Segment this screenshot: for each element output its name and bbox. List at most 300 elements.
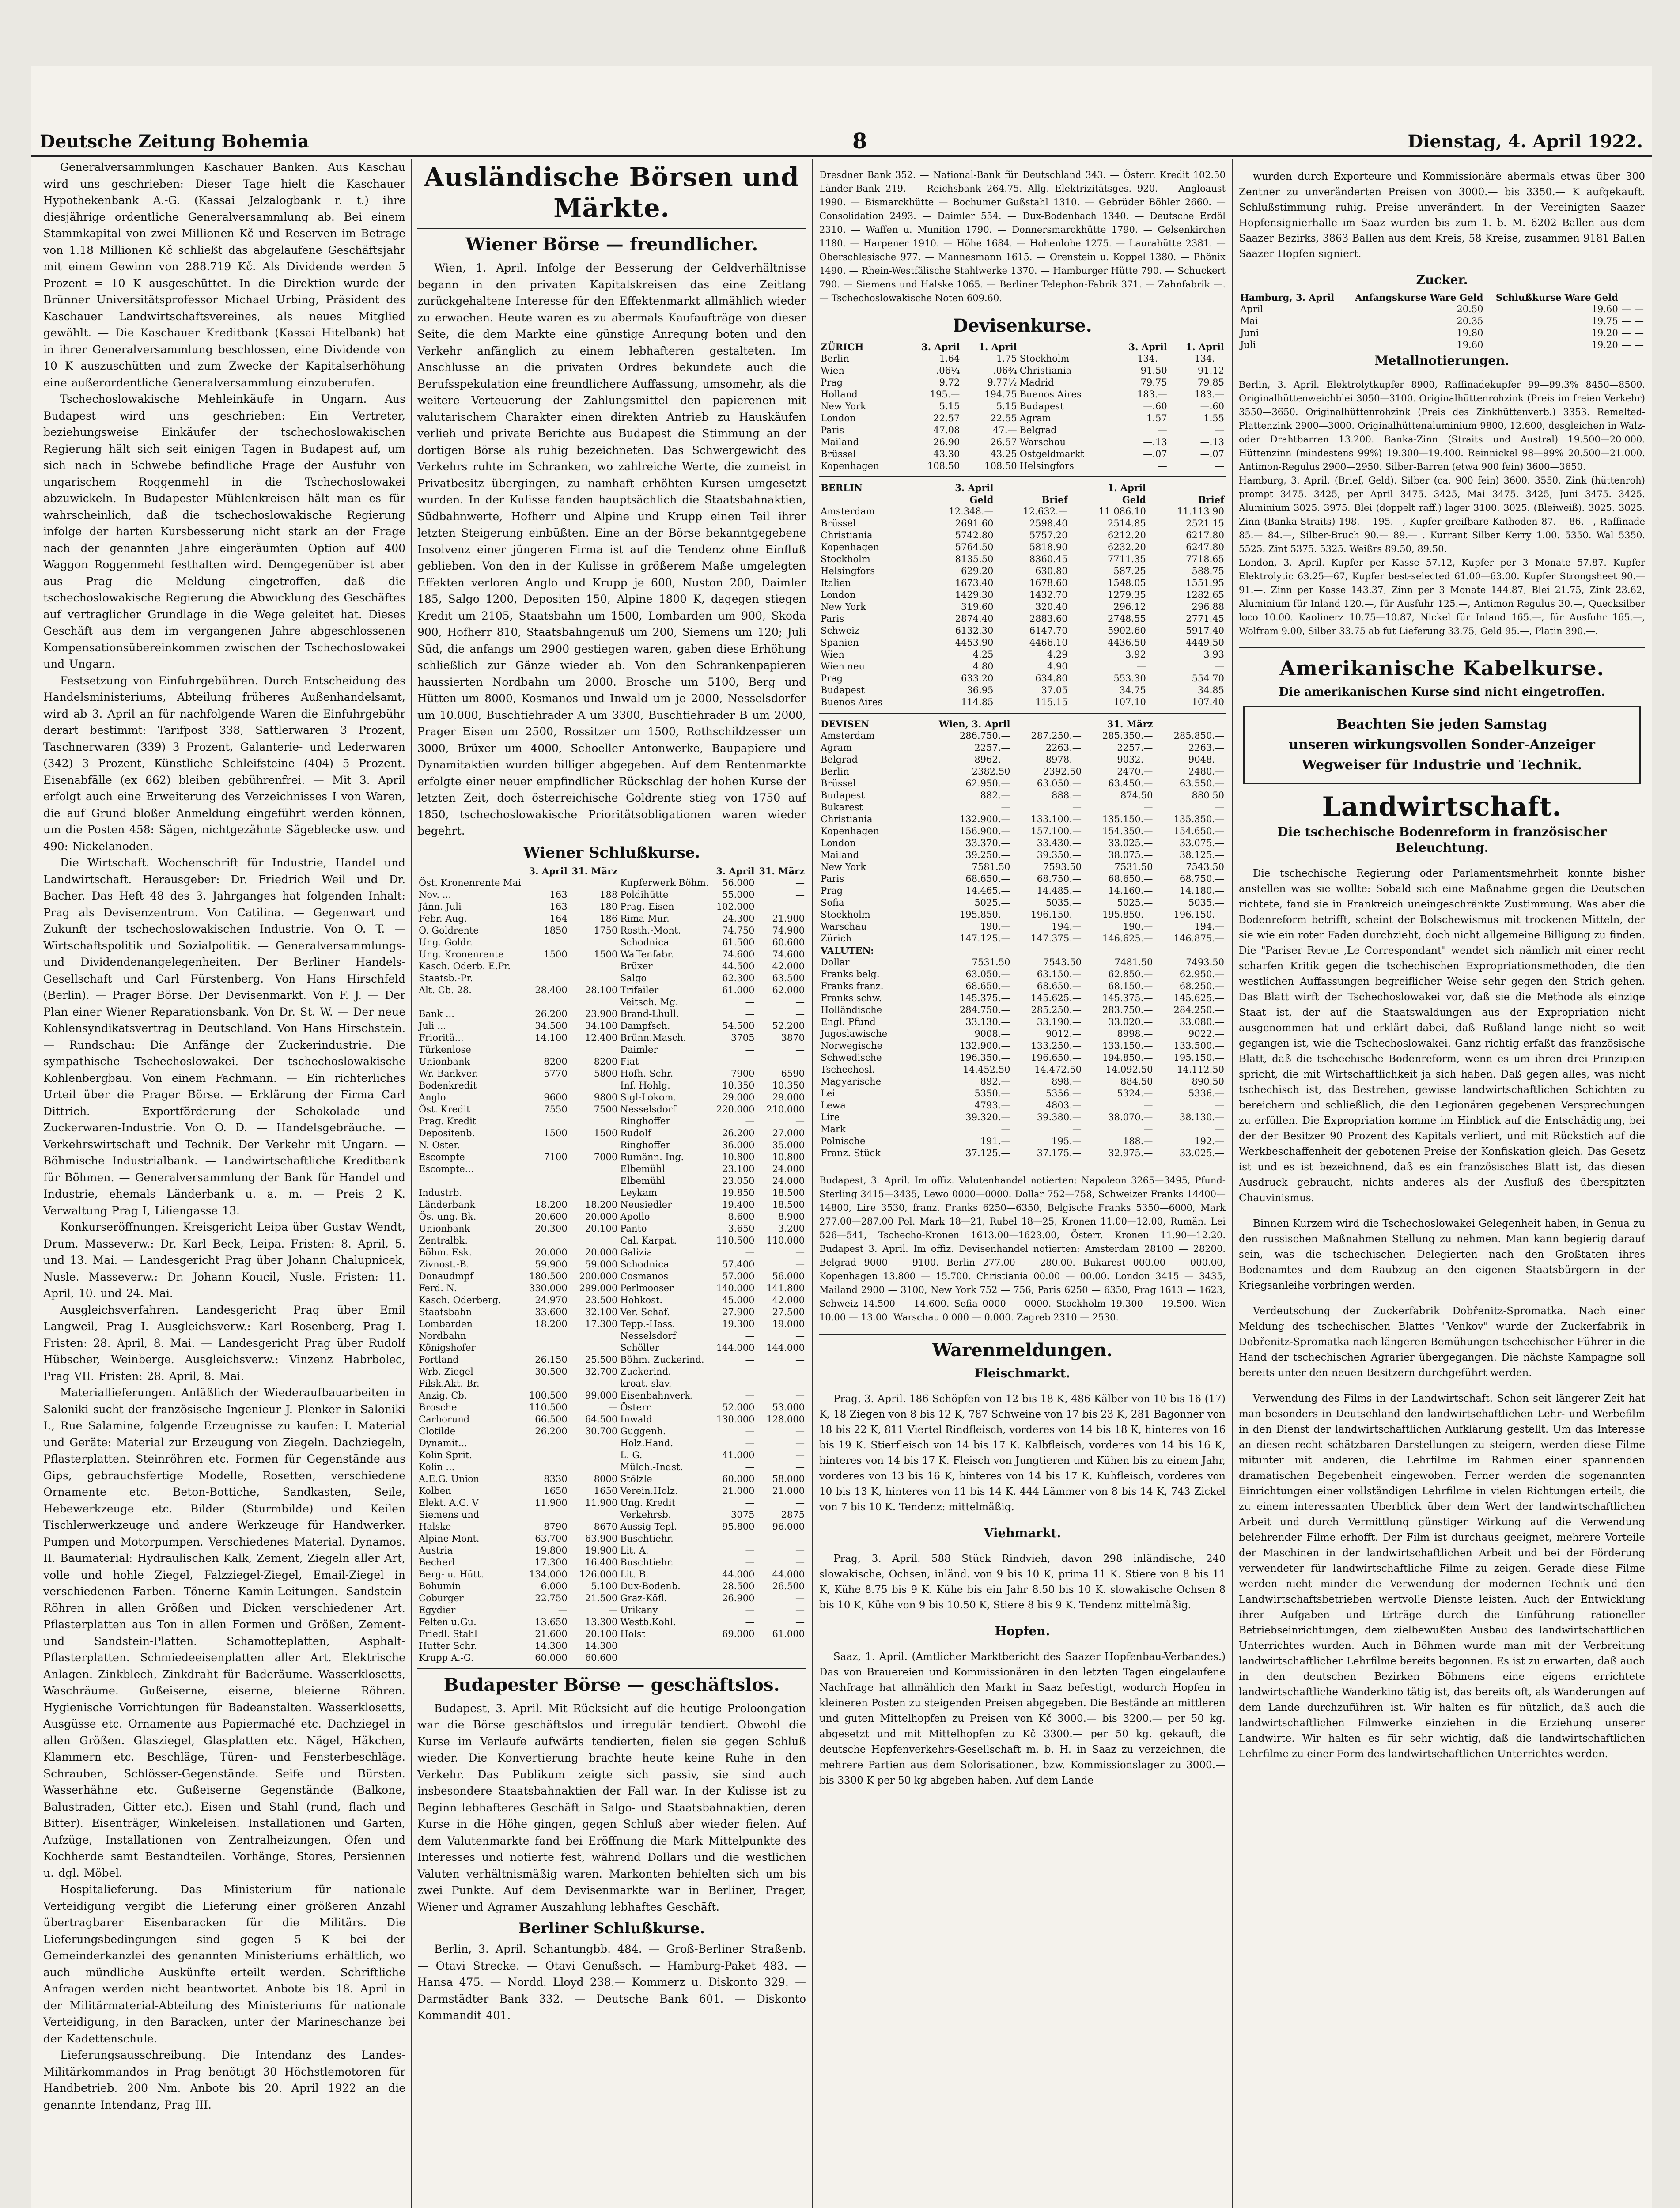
table-cell: 7531.50: [972, 957, 1010, 968]
table-cell: 5800: [594, 1068, 618, 1079]
table-cell: Neusiedler: [620, 1199, 672, 1210]
table-cell: 6132.30: [955, 625, 994, 636]
table-cell: 29.000: [772, 1092, 805, 1103]
table-cell: Dux-Bodenb.: [620, 1580, 681, 1592]
table-cell: 42.000: [772, 1294, 805, 1305]
table-cell: 330.000: [529, 1282, 568, 1293]
table-cell: 9.72: [939, 377, 960, 388]
table-cell: 5764.50: [955, 542, 994, 552]
table-cell: 8.600: [728, 1211, 755, 1222]
ad-line: unseren wirkungsvollen Sonder-Anzeiger: [1289, 737, 1595, 752]
table-cell: Jugoslawische: [821, 1028, 888, 1039]
table-cell: 63.050.—: [965, 969, 1010, 979]
table-row: [417, 1604, 806, 1616]
table-cell: Budapest: [1019, 401, 1064, 412]
table-cell: 132.900.—: [959, 814, 1010, 824]
table-cell: 68.750.—: [1037, 873, 1082, 884]
table-cell: Sofia: [821, 897, 844, 908]
table-cell: Cal. Karpat.: [620, 1235, 677, 1246]
table-cell: 43.25: [990, 449, 1017, 459]
table-cell: 5025.—: [974, 897, 1010, 908]
article-paragraph: Binnen Kurzem wird die Tschechoslowakei Gelegenheit haben, in Genua zu den russischen Maßnahmen Stellung zu nehmen. Man kann begierig darauf sein, was die tschechischen Delegierten nach den Großtaten ihres Bodenamtes und dem Raubzug an den eigenen Staatsbürgern in der Kriegsanleihe vorbringen werden.: [1239, 1218, 1645, 1291]
table-cell: Coburger: [419, 1592, 464, 1603]
table-cell: Prag: [821, 885, 843, 896]
table-row: [819, 1004, 1226, 1016]
table-cell: 145.375.—: [1102, 993, 1153, 1003]
table-cell: 1650: [544, 1485, 568, 1496]
table-row: [417, 1449, 806, 1461]
table-cell: 20.50: [1457, 304, 1483, 314]
table-cell: Ung. Kredit: [620, 1497, 676, 1508]
table-cell: 553.30: [1113, 673, 1146, 684]
table-cell: Kasch. Oderberg.: [419, 1294, 501, 1305]
table-cell: 6.000: [541, 1580, 568, 1592]
table-cell: 100.500: [529, 1390, 568, 1401]
table-cell: 99.000: [585, 1390, 618, 1401]
table-cell: Wien neu: [821, 661, 865, 672]
table-cell: A.E.G. Union: [419, 1473, 480, 1484]
table-cell: 33.080.—: [1179, 1017, 1224, 1027]
table-cell: Frioritä...: [419, 1032, 464, 1043]
table-row: [819, 448, 1226, 460]
table-cell: Brüssel: [821, 449, 856, 459]
table-cell: 33.430.—: [1037, 838, 1082, 848]
table-cell: 7711.35: [1107, 554, 1146, 564]
table-cell: Schodnica: [620, 1259, 669, 1270]
table-cell: Escompte...: [419, 1163, 474, 1174]
table-cell: —: [1001, 802, 1010, 813]
table-row: [819, 992, 1226, 1004]
table-cell: 157.100.—: [1031, 826, 1082, 836]
table-cell: —: [795, 1533, 805, 1544]
table-cell: 60.600: [772, 937, 805, 948]
table-cell: Trifailer: [620, 984, 659, 995]
table-header-row: [819, 494, 1226, 506]
table-header-cell: 3. April: [1128, 341, 1167, 352]
vienna-devisen-table: [819, 718, 1226, 1159]
table-cell: —: [795, 1616, 805, 1627]
table-row: [417, 1616, 806, 1628]
table-cell: Schodnica: [620, 937, 669, 948]
table-cell: 61.500: [722, 937, 755, 948]
article-paragraph: Verdeutschung der Zuckerfabrik Dobřenitz-Spromatka. Nach einer Meldung des tschechischen Blattes "Venkov" wurde der Zuckerfabrik in Dobřenitz-Spromatka nach längeren Bemühungen tschechischer Führer in die Hand der tschechischen Agrarier übergegangen. Die nächste Kampagne soll bereits unter den neuen Besitzern durchgeführt werden.: [1239, 1305, 1645, 1379]
table-header-cell: Geld: [969, 494, 994, 505]
table-cell: 39.380.—: [1037, 1112, 1082, 1123]
table-row: [417, 913, 806, 925]
table-cell: 19.900: [585, 1545, 618, 1556]
table-cell: 14.180.—: [1179, 885, 1224, 896]
table-cell: 22.750: [535, 1592, 568, 1603]
table-cell: Belgrad: [821, 754, 858, 765]
table-header-cell: Brief: [1198, 494, 1224, 505]
table-cell: Tepp.-Hass.: [620, 1318, 675, 1329]
table-cell: 79.75: [1140, 377, 1167, 388]
table-cell: 19.20: [1591, 340, 1618, 350]
table-cell: 28.400: [535, 984, 568, 995]
table-cell: [526, 877, 569, 889]
table-row: [819, 957, 1226, 968]
table-row: [819, 1028, 1226, 1040]
table-cell: 8978.—: [1045, 754, 1082, 765]
table-cell: 20.600: [535, 1211, 568, 1222]
table-cell: 62.850.—: [1108, 969, 1153, 979]
valuten-label: VALUTEN:: [821, 945, 874, 956]
table-cell: —: [795, 901, 805, 912]
table-cell: 194.75: [984, 389, 1017, 400]
berlin-closing-heading: Berliner Schlußkurse.: [518, 1920, 705, 1937]
table-cell: 10.800: [722, 1151, 755, 1162]
table-cell: Polnische: [821, 1136, 866, 1146]
table-cell: Egydier: [419, 1604, 456, 1615]
table-row: [819, 389, 1226, 401]
table-cell: 33.025.—: [1179, 1148, 1224, 1158]
table-row: [819, 625, 1226, 637]
table-cell: 285.350.—: [1102, 730, 1153, 741]
table-cell: 190.—: [1123, 921, 1153, 932]
table-row: [417, 1092, 806, 1104]
table-cell: 188.—: [1123, 1136, 1153, 1146]
table-cell: Öst. Kronenrente Mai: [419, 877, 521, 888]
table-cell: 102.000: [716, 901, 755, 912]
table-cell: Elbemühl: [620, 1175, 665, 1186]
table-cell: Fiat: [620, 1056, 639, 1067]
table-cell: 2771.45: [1186, 613, 1224, 624]
table-cell: Alpine Mont.: [419, 1533, 480, 1544]
table-header-cell: [819, 494, 920, 506]
table-cell: [526, 1330, 569, 1342]
table-cell: 296.12: [1113, 601, 1146, 612]
table-cell: 62.000: [772, 984, 805, 995]
table-cell: Christiania: [1019, 365, 1072, 376]
table-cell: 7493.50: [1186, 957, 1224, 968]
table-row: [417, 1473, 806, 1485]
table-cell: 64.500: [585, 1414, 618, 1425]
table-cell: Prag. Eisen: [620, 901, 674, 912]
table-cell: 52.200: [772, 1020, 805, 1031]
table-cell: 135.350.—: [1173, 814, 1224, 824]
table-cell: 23.100: [722, 1163, 755, 1174]
table-cell: [569, 1437, 619, 1449]
table-cell: —: [745, 1354, 755, 1365]
table-cell: Perlmooser: [620, 1282, 674, 1293]
table-row: [417, 960, 806, 972]
table-cell: 195.850.—: [1102, 909, 1153, 920]
table-cell: 5917.40: [1186, 625, 1224, 636]
table-cell: 284.750.—: [959, 1005, 1010, 1015]
table-cell: 11.086.10: [1098, 506, 1146, 517]
table-cell: Holst: [620, 1628, 646, 1639]
table-cell: 108.50: [927, 461, 960, 471]
table-row: [417, 1068, 806, 1080]
table-cell: Mark: [821, 1124, 846, 1134]
agriculture-subheading: Die tschechische Bodenreform in französischer Beleuchtung.: [1277, 824, 1607, 855]
table-cell: Ver. Schaf.: [620, 1306, 670, 1317]
table-cell: Juli: [1240, 340, 1256, 350]
table-row: [819, 637, 1226, 649]
table-cell: Juli ...: [419, 1020, 446, 1031]
table-cell: 1282.65: [1186, 590, 1224, 600]
table-row: [819, 766, 1226, 778]
table-cell: 9.77½: [987, 377, 1017, 388]
table-cell: 140.000: [716, 1282, 755, 1293]
table-cell: 36.95: [967, 685, 994, 696]
table-cell: Schweiz: [821, 625, 859, 636]
table-cell: 37.05: [1041, 685, 1068, 696]
table-cell: 4.80: [972, 661, 994, 672]
table-cell: 10.350: [772, 1080, 805, 1091]
table-row: [819, 529, 1226, 541]
table-cell: 19.60: [1591, 304, 1618, 314]
table-cell: 2392.50: [1043, 766, 1082, 777]
table-cell: 132.900.—: [959, 1040, 1010, 1051]
table-cell: 319.60: [961, 601, 994, 612]
table-cell: 33.130.—: [965, 1017, 1010, 1027]
table-row: [819, 885, 1226, 897]
table-row: [417, 1628, 806, 1640]
table-cell: 1500: [594, 1127, 618, 1138]
table-row: [417, 1282, 806, 1294]
table-row: [417, 1259, 806, 1270]
table-row: [417, 1235, 806, 1247]
article-paragraph: Ausgleichsverfahren. Landesgericht Prag über Emil Langweil, Prag I. Ausgleichsverw.: Karl Rosenberg, Prag I. Fristen: 28. April, 8. Mai. — Landesgericht Prag über Rudolf Hübscher, Weinberge. Ausgleichsverw.: Vinzenz Habrbolec, Prag VII. Fristen: 28. April, 8. Mai.: [43, 1303, 405, 1383]
table-cell: Franks schw.: [821, 993, 882, 1003]
table-row: [819, 813, 1226, 825]
table-cell: 68.250.—: [1179, 981, 1224, 991]
table-row: [819, 353, 1226, 365]
table-cell: 2263.—: [1045, 742, 1082, 753]
table-cell: 12.632.—: [1023, 506, 1068, 517]
table-cell: 1279.35: [1107, 590, 1146, 600]
table-cell: 68.750.—: [1179, 873, 1224, 884]
table-cell: 95.800: [722, 1521, 755, 1532]
table-row: [417, 984, 806, 996]
table-cell: Urikany: [620, 1604, 658, 1615]
table-cell: —: [608, 1604, 618, 1615]
table-cell: 20.35: [1457, 316, 1483, 326]
table-row: [417, 1652, 806, 1664]
table-cell: Buenos Aires: [1019, 389, 1082, 400]
table-cell: 41.000: [722, 1449, 755, 1460]
divider: [819, 476, 1226, 477]
table-cell: [569, 996, 619, 1008]
vienna-closing-heading: Wiener Schlußkurse.: [523, 843, 700, 862]
table-cell: 14.300: [535, 1640, 568, 1651]
table-cell: N. Oster.: [419, 1139, 460, 1150]
table-cell: [569, 877, 619, 889]
table-cell: [619, 1652, 713, 1664]
table-row: [819, 873, 1226, 885]
table-cell: Helsingfors: [821, 566, 875, 576]
table-row: [819, 377, 1226, 389]
sugar-table: [1239, 291, 1645, 351]
table-row: [417, 1104, 806, 1115]
column-rule: [411, 159, 412, 2208]
table-cell: 880.50: [1192, 790, 1224, 801]
article-paragraph: Verwendung des Films in der Landwirtschaft. Schon seit längerer Zeit hat man besonders in Deutschland den landwirtschaftlichen Lehr- und Werbefilm in den Dienst der landwirtschaftlichen Aufklärung gestellt. Um das Interesse an diesen recht schätzbaren Darstellungen zu steigern, werden diese Filme mitunter mit anderen, die Lehrfilme im Rahmen einer spannenden dramatischen Begebenheit eingewoben. Ferner werden die sogenannten Einrichtungen einer vollständigen Lehrfilme in vielen Richtungen erteilt, die zu einem interessanten Überblick über dem Wert der landwirtschaftlichen Arbeit und durch Vermittlung günstiger Wirkung auf die Verwendung belehrender Filme erhofft. Der Film ist durchaus geeignet, mehrere Vorteile der Maschinen in der landwirtschaftlichen Arbeit und bei der Förderung verwendeter für landwirtschaftliche Filme zu zeigen. Gerade diese Filme werden nicht minder die Verwendung der modernen Technik und den Landwirtschaftsbetrieben wertvolle Dienste leisten. Auch der Entwicklung ihrer Aufgaben und Erträge durch die Einführung rationeller Betriebseinrichtungen, dem zielbewußten Ausbau des landwirtschaftlichen Unterrichtes wurden. Auch in Böhmen wurde man mit der Verbreitung landwirtschaftlicher Lehrfilme bereits begonnen. Es ist zu erwarten, daß auch in den deutschen Bezirken Böhmens eine eigens errichtete landwirtschaftliche Wanderkino tätig ist, das bereits oft, als Wanderungen auf dem Lande durchzuführen ist. Wir halten es für nützlich, daß auch die landwirtschaftlichen Filmwerke einziehen in die Erziehung unserer Landwirte. Wir halten es für sehr wichtig, daß die landwirtschaftlichen Lehrfilme zu einer Form des landwirtschaftlichen Unterrichtes werden.: [1239, 1393, 1645, 1760]
table-cell: —: [1158, 461, 1167, 471]
table-cell: 34.75: [1119, 685, 1146, 696]
table-cell: 3.650: [728, 1223, 755, 1234]
table-cell: Budapest: [821, 685, 865, 696]
table-row: [417, 1199, 806, 1211]
table-cell: —: [745, 1330, 755, 1341]
table-cell: 55.000: [722, 889, 755, 900]
table-cell: 43.30: [933, 449, 960, 459]
table-row: [819, 909, 1226, 921]
table-cell: 63.150.—: [1037, 969, 1082, 979]
table-cell: 34.100: [585, 1020, 618, 1031]
table-cell: 4453.90: [955, 637, 994, 648]
table-row: [819, 849, 1226, 861]
table-cell: —: [1158, 425, 1167, 435]
table-cell: 74.600: [722, 949, 755, 960]
table-cell: 110.500: [716, 1235, 755, 1246]
table-cell: 39.320.—: [965, 1112, 1010, 1123]
table-cell: Warschau: [1019, 437, 1066, 447]
table-cell: —: [795, 1115, 805, 1127]
table-cell: Norwegische: [821, 1040, 883, 1051]
devisen-heading: Devisenkurse.: [953, 315, 1092, 336]
table-cell: 2263.—: [1188, 742, 1224, 753]
table-cell: Paris: [821, 425, 844, 435]
table-cell: —: [608, 1402, 618, 1413]
table-cell: 9008.—: [974, 1028, 1010, 1039]
table-cell: [569, 972, 619, 984]
table-cell: 10.350: [722, 1080, 755, 1091]
table-cell: 8790: [544, 1521, 568, 1532]
meat-market-text: Prag, 3. April. 186 Schöpfen von 12 bis 18 K, 486 Kälber von 10 bis 16 (17) K, 18 Ziegen von 8 bis 12 K, 787 Schweine von 17 bis 23 K, 281 Bagonner von 18 bis 22 K, 811 Viertel Rindfleisch, vorderes von 14 bis 18 K, hinteres von 16 bis 19 K. Stierfleisch von 14 bis 17 K. Kalbfleisch, vorderes von 14 bis 16 K, hinteres von 14 bis 17 K. Fleisch von Jungtieren und Kühen bis zu einem Jahr, vorderes von 13 bis 16 K, hinteres von 14 bis 17 K. Kuhfleisch, vorderes von 10 bis 13 K, hinteres von 11 bis 14 K. 444 Lämmer von 8 bis 14 K, 743 Zickel von 7 bis 10 K. Tendenz: mittelmäßig.: [819, 1393, 1226, 1513]
table-cell: 26.57: [990, 437, 1017, 447]
table-cell: —: [1215, 461, 1224, 471]
table-cell: —: [1635, 340, 1644, 350]
table-cell: 4436.50: [1107, 637, 1146, 648]
budapest-currency-text: Budapest, 3. April. Im offiz. Valutenhandel notierten: Napoleon 3265—3495, Pfund-Sterling 3415—3435, Lewo 0000—0000. Dollar 752—758, Schweizer Franks 14400—14800, Lire 3530, franz. Franks 6250—6350, Belgische Franks 5350—6000, Mark 277.00—287.00 Pol. Mark 18—21, Rubel 18—25, Kronen 11.00—12.00, Rumän. Lei 526—541, Tschecho-Kronen 1613.00—1623.00, Österr. Kronen 11.90—12.20. Budapest 3. April. Im offiz. Devisenhandel notierten: Amsterdam 28100 — 28200. Belgrad 9000 — 9100. Berlin 277.00 — 280.00. Bukarest 000.00 — 000.00, Kopenhagen 13.800 — 15.700. Christiania 00.00 — 00.00. London 3415 — 3435, Mailand 2900 — 3100, New York 752 — 756, Paris 6250 — 6350, Prag 1613 — 1623, Schweiz 14.500 — 14.600. Sofia 0000 — 0000. Stockholm 19.300 — 19.500. Wien 10.00 — 13.00. Warschau 0.000 — 0.000. Zagreb 2310 — 2530.: [819, 1175, 1226, 1323]
table-cell: 134.—: [1194, 353, 1224, 364]
table-cell: 20.300: [535, 1223, 568, 1234]
table-cell: 2514.85: [1107, 518, 1146, 529]
table-cell: Rudolf: [620, 1127, 651, 1138]
table-header-row: [1239, 291, 1645, 303]
table-cell: Inf. Hohlg.: [620, 1080, 670, 1091]
table-cell: [569, 1163, 619, 1175]
table-cell: —: [1072, 1124, 1082, 1134]
table-cell: Clotilde: [419, 1425, 456, 1437]
table-cell: 1548.05: [1107, 578, 1146, 588]
table-cell: 1.75: [996, 353, 1017, 364]
table-header-row: [819, 482, 1226, 494]
table-cell: [526, 937, 569, 949]
table-cell: Zivnost.-B.: [419, 1259, 469, 1270]
table-cell: —: [1621, 304, 1631, 314]
table-row: [417, 1020, 806, 1032]
table-cell: 14.465.—: [965, 885, 1010, 896]
table-cell: Carborund: [419, 1414, 470, 1425]
table-cell: 194.—: [1194, 921, 1224, 932]
table-cell: Bukarest: [821, 802, 863, 813]
table-cell: Escompte: [419, 1151, 465, 1162]
table-cell: Prag: [821, 377, 843, 388]
table-cell: [569, 1509, 619, 1521]
table-row: [417, 1509, 806, 1521]
table-row: [417, 1163, 806, 1175]
table-cell: [713, 1652, 756, 1664]
table-cell: 79.85: [1197, 377, 1224, 388]
table-cell: 133.250.—: [1031, 1040, 1082, 1051]
table-cell: 33.370.—: [965, 838, 1010, 848]
table-cell: 18.500: [772, 1187, 805, 1198]
table-cell: —: [1072, 802, 1082, 813]
sugar-heading: Zucker.: [1416, 272, 1468, 287]
table-cell: 23.050: [722, 1175, 755, 1186]
table-cell: 4.90: [1047, 661, 1068, 672]
table-row: [819, 436, 1226, 448]
table-cell: 7531.50: [1114, 862, 1153, 872]
table-cell: Österr.: [620, 1402, 653, 1413]
table-cell: 286.750.—: [959, 730, 1010, 741]
table-cell: 9600: [544, 1092, 568, 1103]
article-paragraph: Konkurseröffnungen. Kreisgericht Leipa über Gustav Wendt, Drum. Masseverw.: Dr. Karl Beck, Leipa. Fristen: 8. April, 5. und 13. Mai. — Landesgericht Prag über Johann Chalupnicek, Nusle. Masseverw.: Dr. Johann Koucil, Nusle. Fristen: 11. April, 10. und 24. Mai.: [43, 1221, 405, 1300]
table-cell: Anzig. Cb.: [419, 1390, 467, 1401]
table-cell: Verein.Holz.: [620, 1485, 678, 1496]
table-cell: 7900: [730, 1068, 755, 1079]
budapest-heading: Budapester Börse — geschäftslos.: [443, 1674, 780, 1695]
table-cell: 8135.50: [955, 554, 994, 564]
table-header-cell: 1. April: [1185, 341, 1224, 352]
table-cell: 25.500: [585, 1354, 618, 1365]
table-cell: [569, 1235, 619, 1247]
table-cell: 1850: [544, 925, 568, 936]
table-cell: 11.900: [535, 1497, 568, 1508]
table-cell: 200.000: [579, 1270, 618, 1282]
table-cell: 128.000: [766, 1414, 805, 1425]
table-cell: Länderbank: [419, 1199, 476, 1210]
table-cell: 59.000: [585, 1259, 618, 1270]
table-cell: Kasch. Oderb. E.Pr.: [419, 960, 511, 972]
table-cell: 130.000: [716, 1414, 755, 1425]
table-cell: 1432.70: [1029, 590, 1068, 600]
table-cell: 60.600: [585, 1652, 618, 1663]
table-cell: 195.150.—: [1173, 1052, 1224, 1063]
table-cell: Stockholm: [1019, 353, 1070, 364]
table-cell: Nesselsdorf: [620, 1104, 676, 1115]
table-row: [417, 1366, 806, 1378]
table-row: [417, 937, 806, 949]
table-cell: Amsterdam: [821, 730, 875, 741]
zurich-table: [819, 341, 1226, 472]
table-cell: 34.85: [1197, 685, 1224, 696]
table-cell: Tschechosl.: [821, 1064, 875, 1075]
table-header-cell: BERLIN: [821, 482, 863, 493]
table-cell: Hohkost.: [620, 1294, 662, 1305]
divider: [417, 1668, 806, 1669]
table-cell: Franz. Stück: [821, 1148, 881, 1158]
table-cell: 68.650.—: [965, 873, 1010, 884]
table-cell: [569, 1080, 619, 1092]
table-cell: 74.750: [722, 925, 755, 936]
table-cell: 3705: [730, 1032, 755, 1043]
table-row: [417, 1247, 806, 1259]
table-cell: Pilsk.Akt.-Br.: [419, 1378, 480, 1389]
table-cell: [526, 996, 569, 1008]
table-cell: 5035.—: [1045, 897, 1082, 908]
table-cell: 888.—: [1052, 790, 1082, 801]
table-cell: Madrid: [1019, 377, 1054, 388]
table-cell: 196.350.—: [959, 1052, 1010, 1063]
table-cell: Christiania: [821, 814, 873, 824]
table-cell: —: [1136, 661, 1146, 672]
table-cell: 146.625.—: [1102, 933, 1153, 944]
table-cell: Ringhoffer: [620, 1139, 670, 1150]
